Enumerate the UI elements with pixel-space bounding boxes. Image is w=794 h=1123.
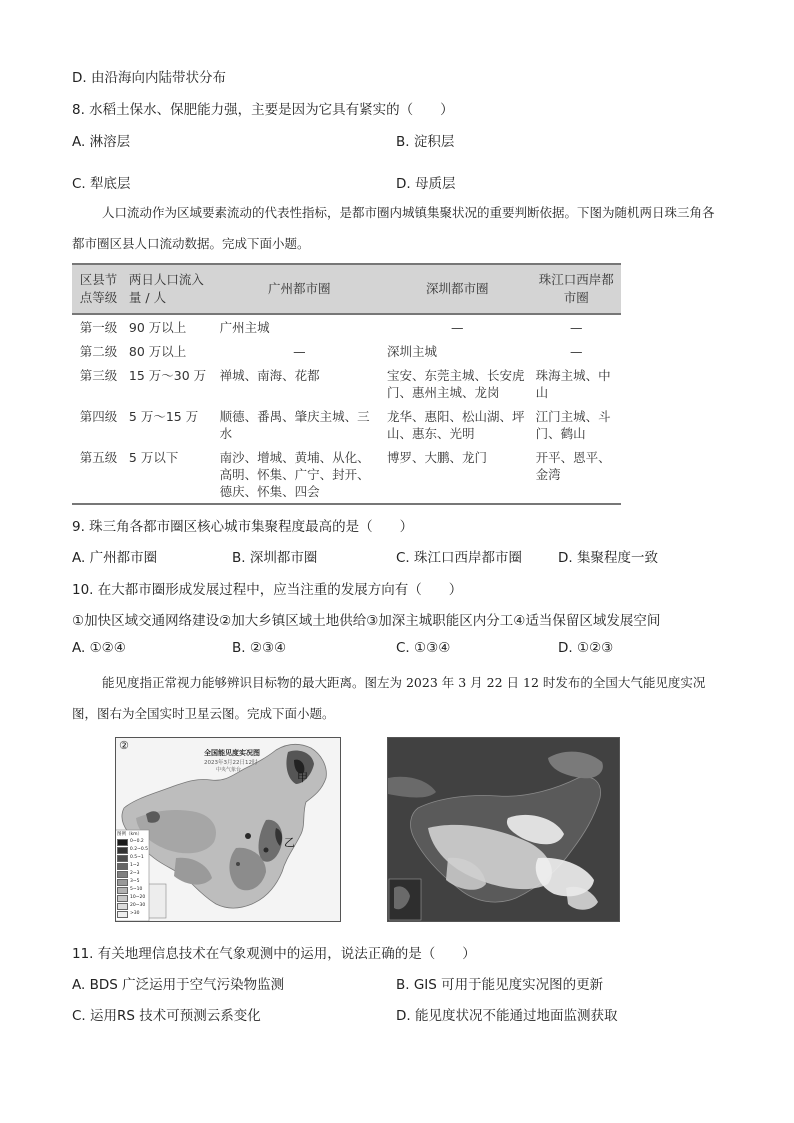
table-row [72, 339, 621, 363]
legend-swatch [117, 847, 128, 854]
population-flow-table [72, 263, 621, 505]
q10-option-b[interactable]: B. ②③④ [232, 640, 287, 656]
legend-item [117, 870, 148, 878]
table-cell: 第二级 [79, 344, 118, 359]
legend-item [117, 894, 148, 902]
q11-option-a[interactable]: A. BDS 广泛运用于空气污染物监测 [72, 977, 285, 993]
table-cell: — [293, 344, 306, 359]
legend-label: 1~2 [130, 863, 140, 868]
legend-swatch [117, 839, 128, 846]
legend-item [117, 886, 148, 894]
table-cell: 龙华、惠阳、松山湖、坪山、惠东、光明 [387, 409, 525, 441]
table-cell: 5 万～15 万 [128, 409, 199, 424]
q8-option-a[interactable]: A. 淋溶层 [72, 134, 131, 150]
legend-item [117, 878, 148, 886]
legend-label: 3~5 [130, 879, 140, 884]
legend-label: 0~0.2 [130, 839, 144, 844]
table-cell: 南沙、增城、黄埔、从化、高明、怀集、广宁、封开、德庆、怀集、四会 [216, 445, 383, 504]
q9-option-b[interactable]: B. 深圳都市圈 [232, 550, 318, 566]
q10-option-a[interactable]: A. ①②④ [72, 640, 126, 656]
q10-option-c[interactable]: C. ①③④ [396, 640, 451, 656]
legend-item [117, 902, 148, 910]
q10-statements: ①加快区域交通网络建设②加大乡镇区域土地供给③加深主城职能区内分工④适当保留区域发展空间 [72, 613, 661, 629]
table-cell: 第五级 [72, 445, 125, 504]
table-row [72, 363, 621, 404]
q8-option-c[interactable]: C. 犁底层 [72, 176, 131, 192]
legend-swatch [117, 895, 128, 902]
table-cell: 博罗、大鹏、龙门 [383, 445, 532, 504]
legend-item [117, 854, 148, 862]
table-row [72, 404, 621, 445]
legend-label: 0.5~1 [130, 855, 144, 860]
legend-swatch [117, 863, 128, 870]
q11-option-b[interactable]: B. GIS 可用于能见度实况图的更新 [396, 977, 604, 993]
q8-option-d[interactable]: D. 母质层 [396, 176, 456, 192]
legend-item [117, 862, 148, 870]
legend-label: 0.2~0.5 [129, 847, 148, 852]
legend-label: 20~30 [130, 903, 146, 908]
table-cell: 广州主城 [219, 320, 270, 335]
table-row [72, 445, 621, 504]
table-cell: 顺德、番禺、肇庆主城、三水 [219, 409, 370, 441]
table-cell: 第一级 [79, 320, 118, 335]
legend-item [117, 846, 148, 854]
q11-option-d[interactable]: D. 能见度状况不能通过地面监测获取 [396, 1008, 618, 1024]
passage-population: 人口流动作为区域要素流动的代表性指标，是都市圈内城镇集聚状况的重要判断依据。下图为随机两日珠三角各都市圈区县人口流动数据。完成下面小题。 [72, 205, 715, 251]
table-cell: 珠海主城、中山 [535, 368, 611, 400]
q10-stem: 10. 在大都市圈形成发展过程中，应当注重的发展方向有（ ） [72, 582, 463, 598]
legend-swatch [117, 903, 128, 910]
q8-option-b[interactable]: B. 淀积层 [396, 134, 455, 150]
legend-swatch [117, 887, 128, 894]
table-cell: 5 万以下 [125, 445, 216, 504]
table-cell: 宝安、东莞主城、长安虎门、惠州主城、龙岗 [387, 368, 525, 400]
table-cell: 80 万以上 [128, 344, 187, 359]
q9-option-d[interactable]: D. 集聚程度一致 [558, 550, 658, 566]
header-guangzhou: 广州都市圈 [216, 264, 383, 314]
table-cell: — [570, 320, 583, 335]
legend-label: >30 [130, 911, 140, 916]
map-legend [117, 832, 148, 918]
q11-option-c[interactable]: C. 运用RS 技术可预测云系变化 [72, 1008, 261, 1024]
table-cell: 90 万以上 [128, 320, 187, 335]
legend-label: 10~20 [130, 895, 146, 900]
q9-option-a[interactable]: A. 广州都市圈 [72, 550, 158, 566]
table-row [72, 314, 621, 339]
q11-stem: 11. 有关地理信息技术在气象观测中的运用，说法正确的是（ ） [72, 946, 476, 962]
legend-item [117, 838, 148, 846]
map-label-yi: 乙 [284, 836, 295, 849]
satellite-cloud-graphic [388, 738, 619, 921]
table-cell: 第四级 [79, 409, 118, 424]
table-header-row [72, 264, 621, 314]
legend-swatch [117, 911, 128, 918]
q9-stem: 9. 珠三角各都市圈区核心城市集聚程度最高的是（ ） [72, 519, 414, 535]
passage-visibility: 能见度指正常视力能够辨识目标物的最大距离。图左为 2023 年 3 月 22 日 12 时发布的全国大气能见度实况图，图右为全国实时卫星云图。完成下面小题。 [72, 675, 706, 721]
table-cell: 江门主城、斗门、鹤山 [535, 409, 611, 441]
visibility-map [115, 737, 341, 922]
map-agency: 中央气象台 [216, 767, 242, 773]
legend-swatch [117, 879, 128, 886]
table-cell: 禅城、南海、花都 [219, 368, 320, 383]
map-title: 全国能见度实况图 [204, 749, 260, 757]
legend-swatch [117, 871, 128, 878]
map-number: ② [119, 739, 129, 752]
legend-title: 图例（km） [117, 832, 142, 837]
q7-option-d: D. 由沿海向内陆带状分布 [72, 70, 226, 86]
legend-label: 2~3 [130, 871, 140, 876]
map-label-jia: 甲 [297, 771, 308, 784]
table-cell: 开平、恩平、金湾 [532, 445, 621, 504]
table-cell: — [451, 320, 464, 335]
table-cell: — [570, 344, 583, 359]
q8-stem: 8. 水稻土保水、保肥能力强，主要是因为它具有紧实的（ ） [72, 102, 454, 118]
map-subtitle: 2023年3月22日12时 [204, 760, 258, 766]
table-cell: 深圳主城 [387, 344, 438, 359]
q10-option-d[interactable]: D. ①②③ [558, 640, 614, 656]
table-cell: 第三级 [79, 368, 118, 383]
header-inflow: 两日人口流入量 / 人 [125, 264, 216, 314]
legend-item [117, 910, 148, 918]
satellite-cloud-map [387, 737, 620, 922]
table-cell: 15 万～30 万 [128, 368, 207, 383]
legend-label: 5~10 [130, 887, 143, 892]
legend-swatch [117, 855, 128, 862]
header-west-bank: 珠江口西岸都市圈 [532, 264, 621, 314]
q9-option-c[interactable]: C. 珠江口西岸都市圈 [396, 550, 523, 566]
header-level: 区县节点等级 [72, 264, 125, 314]
header-shenzhen: 深圳都市圈 [383, 264, 532, 314]
